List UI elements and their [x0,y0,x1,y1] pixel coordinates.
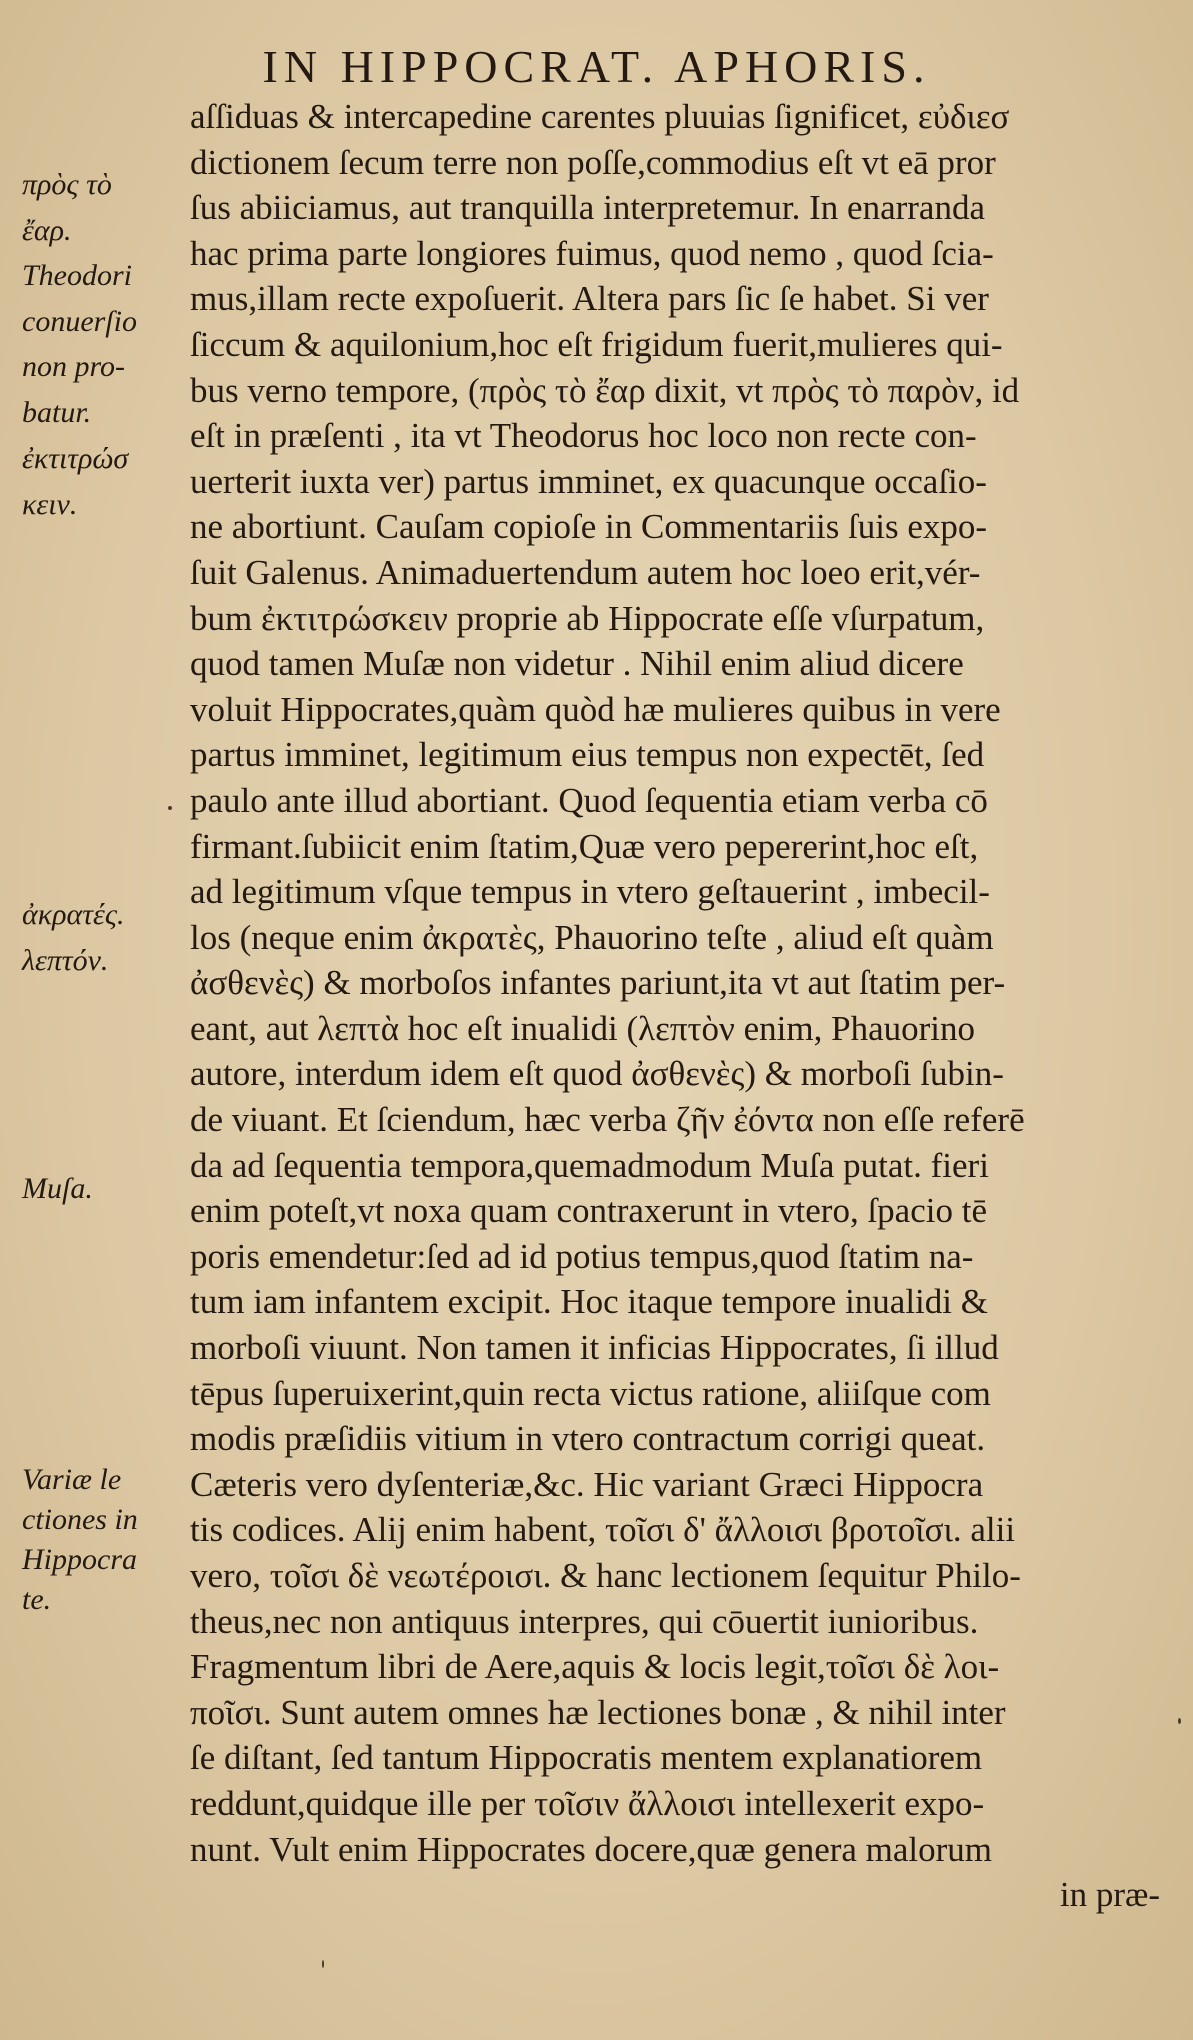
text-line: eant, aut λεπτὰ hoc eſt inualidi (λεπτὸν enim, Phauorino [190,1008,975,1048]
text-line: modis præſidiis vitium in vtero contractum corrigi queat. [190,1419,986,1459]
catchword: in præ- [1059,1875,1160,1915]
text-line: ἀσθενὲς) & morboſos infantes pariunt,ita vt aut ſtatim per- [190,963,1006,1003]
text-line: ad legitimum vſque tempus in vtero geſtauerint , imbecil- [190,872,990,912]
text-line: los (neque enim ἀκρατὲς, Phauorino teſte , aliud eſt quàm [190,917,994,957]
margin-note-line: Theodori [22,259,133,292]
text-line: tum iam infantem excipit. Hoc itaque tempore inualidi & [190,1282,988,1322]
text-line: ſe diſtant, ſed tantum Hippocratis mentem explanatiorem [190,1738,983,1778]
text-line: tis codices. Alij enim habent, τοῖσι δ' ἄλλοισι βροτοῖσι. alii [190,1510,1016,1550]
text-line: ποῖσι. Sunt autem omnes hæ lectiones bonæ , & nihil inter [190,1692,1006,1732]
ink-speck [168,806,172,810]
margin-note-line: κειν. [22,487,78,521]
text-line: bum ἐκτιτρώσκειν proprie ab Hippocrate eſſe vſurpatum, [190,598,985,638]
text-line: eſt in præſenti , ita vt Theodorus hoc loco non recte con- [190,416,977,456]
text-line: ſiccum & aquilonium,hoc eſt frigidum fuerit,mulieres qui- [190,324,1003,364]
margin-note-line: λεπτόν. [22,944,109,977]
text-line: tēpus ſuperuixerint,quin recta victus ratione, aliiſque com [190,1373,991,1413]
margin-note-line: ἔαρ. [22,213,72,247]
text-line: voluit Hippocrates,quàm quòd hæ mulieres quibus in vere [190,689,1001,729]
text-line: mus,illam recte expoſuerit. Altera pars ſic ſe habet. Si ver [190,279,989,319]
text-line: theus,nec non antiquus interpres, qui cōuertit iunioribus. [190,1601,979,1641]
margin-note-line: πρὸς τὸ [22,168,112,201]
margin-note-line: ἀκρατές. [22,898,125,931]
text-line: poris emendetur:ſed ad id potius tempus,quod ſtatim na- [190,1236,974,1276]
margin-note-akrates [22,892,190,938]
text-line: morboſi viuunt. Non tamen it inficias Hippocrates, ſi illud [190,1328,999,1368]
margin-note-line: ἐκτιτρώσ [22,442,129,475]
margin-note-lepton [22,938,190,984]
margin-note-pros-to-ear [22,162,190,253]
margin-note-ektitroskein [22,436,190,527]
margin-note-line: Muſa. [22,1172,93,1205]
text-line: de viuant. Et ſciendum, hæc verba ζῆν ἐόντα non eſſe referē [190,1100,1025,1140]
text-line: hac prima parte longiores fuimus, quod nemo , quod ſcia- [190,233,994,273]
margin-note-line: Hippocra [22,1543,137,1576]
text-line: autore, interdum idem eſt quod ἀσθενὲς) & morboſi ſubin- [190,1054,1004,1094]
text-line: ſuit Galenus. Animaduertendum autem hoc loeo erit,vér- [190,552,981,592]
text-line: enim poteſt,vt noxa quam contraxerunt in vtero, ſpacio tē [190,1191,987,1231]
text-line: partus imminet, legitimum eius tempus non expectēt, ſed [190,735,985,775]
text-line: vero, τοῖσι δὲ νεωτέροισι. & hanc lectionem ſequitur Philo- [190,1556,1021,1595]
text-line: ſus abiiciamus, aut tranquilla interpretemur. In enarranda [190,188,985,228]
text-line: ne abortiunt. Cauſam copioſe in Commentariis ſuis expo- [190,507,988,547]
margin-note-line: non pro- [22,350,126,384]
ink-speck [1178,1718,1181,1724]
margin-note-variae-lectiones [22,1460,190,1620]
text-line: bus verno tempore, (πρὸς τὸ ἔαρ dixit, vt πρὸς τὸ παρὸν, id [190,370,1020,410]
text-line: quod tamen Muſæ non videtur . Nihil enim aliud dicere [190,644,964,684]
text-line: da ad ſequentia tempora,quemadmodum Muſa putat. fieri [190,1145,989,1185]
margin-note-line: conuerſio [22,304,137,338]
main-text-block [190,94,1160,1918]
text-line: paulo ante illud abortiant. Quod ſequentia etiam verba cō [190,780,988,820]
text-line: Cæteris vero dyſenteriæ,&c. Hic variant Græci Hippocra [190,1464,984,1504]
margin-note-line: Variæ le [22,1463,122,1496]
running-head: IN HIPPOCRAT. APHORIS. [262,41,931,92]
margin-note-line: te. [22,1583,52,1616]
margin-note-musa [22,1166,190,1212]
text-line: uerterit iuxta ver) partus imminet, ex quacunque occaſio- [190,461,987,501]
text-line: aſſiduas & intercapedine carentes pluuias ſignificet, εὐδιεσ [190,97,1010,136]
margin-note-line: ctiones in [22,1503,138,1536]
text-line: firmant.ſubiicit enim ſtatim,Quæ vero pepererint,hoc eſt, [190,826,979,866]
margin-note-theodori [22,253,190,435]
text-line: reddunt,quidque ille per τοῖσιν ἄλλοισι intellexerit expo- [190,1783,985,1823]
margin-note-line: batur. [22,395,92,429]
ink-speck [322,1960,324,1968]
text-line: nunt. Vult enim Hippocrates docere,quæ genera malorum [190,1829,993,1869]
text-line: Fragmentum libri de Aere,aquis & locis legit,τοῖσι δὲ λοι- [190,1647,1000,1687]
text-line: dictionem ſecum terre non poſſe,commodius eſt vt eā pror [190,142,996,182]
